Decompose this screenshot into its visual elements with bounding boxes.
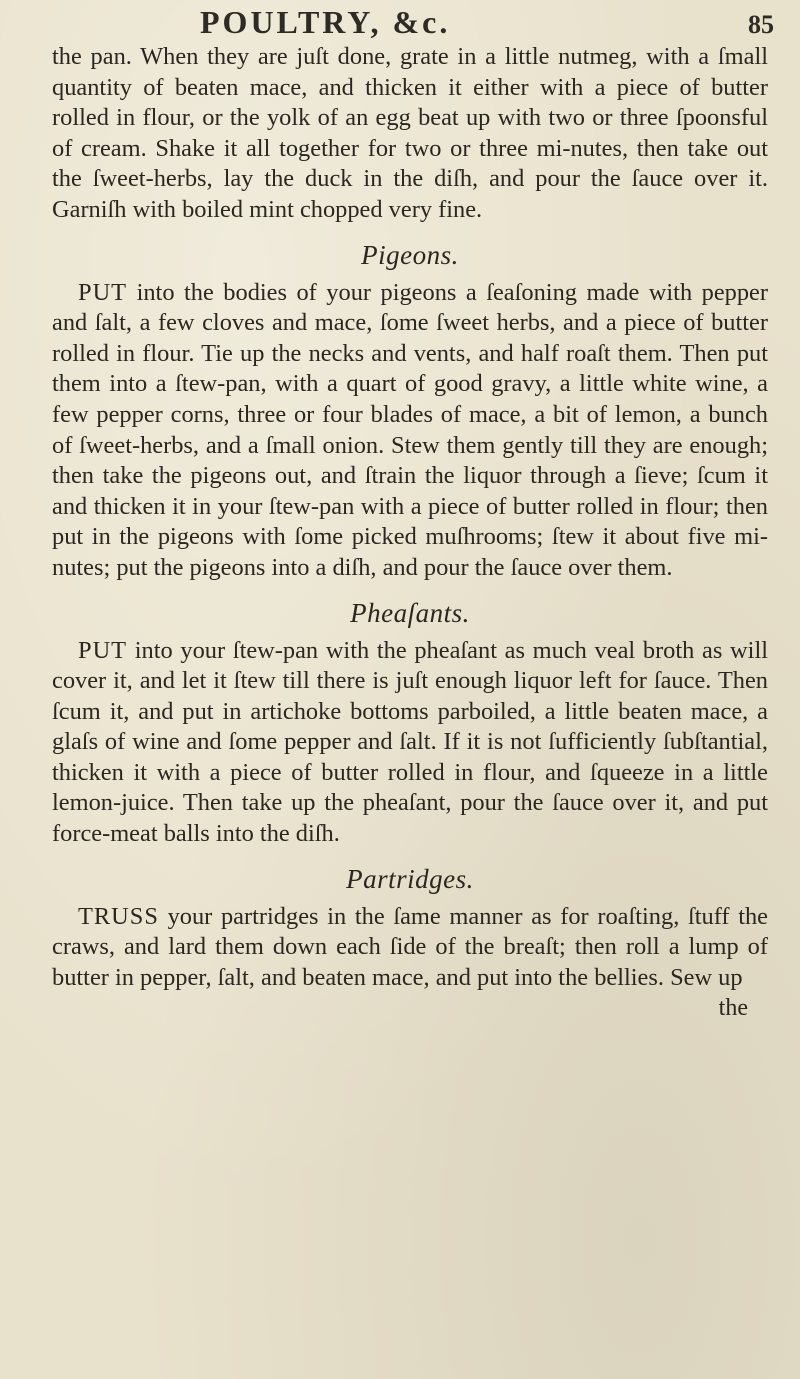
pigeons-heading: Pigeons. xyxy=(361,239,459,270)
pheasants-heading: Pheaſants. xyxy=(350,597,470,628)
partridges-heading: Partridges. xyxy=(346,863,474,894)
duck-recipe-continuation: the pan. When they are juſt done, grate in a little nutmeg, with a ſmall quantity of beaten mace, and thicken it either with a piece of butter rolled in flour, or the yolk of an egg beat up with two or three ſpoonsful of cream. Shake it all together for two or three mi-nutes, then take out the ſweet-herbs, lay the duck in the diſh, and pour the ſauce over it. Garniſh with boiled mint chopped very fine. xyxy=(52,43,768,223)
pigeons-recipe-text: into the bodies of your pigeons a ſeaſoning made with pepper and ſalt, a few cloves and mace, ſome ſweet herbs, and a piece of butter rolled in flour. Tie up the necks and vents, and half roaſt them. Then put them into a ſtew-pan, with a quart of good gravy, a little white wine, a few pepper corns, three or four blades of mace, a bit of lemon, a bunch of ſweet-herbs, and a ſmall onion. Stew them gently till they are enough; then take the pigeons out, and ſtrain the liquor through a ſieve; ſcum it and thicken it in your ſtew-pan with a piece of butter rolled in flour; then put in the pigeons with ſome picked muſhrooms; ſtew it about five mi-nutes; put the pigeons into a diſh, and pour the ſauce over them. xyxy=(52,278,768,581)
pigeons-opening-word: PUT xyxy=(78,278,128,306)
pigeons-recipe xyxy=(52,278,768,584)
pheasants-recipe-text: into your ſtew-pan with the pheaſant as much veal broth as will cover it, and let it ſtew till there is juſt enough liquor left for ſauce. Then ſcum it, and put in artichoke bottoms parboiled, a little beaten mace, a glaſs of wine and ſome pepper and ſalt. If it is not ſufficiently ſubſtantial, thicken it with a piece of butter rolled in flour, and ſqueeze in a little lemon-juice. Then take up the pheaſant, pour the ſauce over it, and put force-meat balls into the diſh. xyxy=(52,636,768,848)
partridges-opening-word: TRUSS xyxy=(78,902,159,930)
pheasants-recipe xyxy=(52,636,768,850)
partridges-recipe xyxy=(52,902,768,994)
catchword: the xyxy=(718,995,748,1022)
page-body xyxy=(52,42,768,1024)
pheasants-opening-word: PUT xyxy=(78,636,128,664)
running-title: POULTRY, &c. xyxy=(200,4,451,40)
partridges-recipe-text: your partridges in the ſame manner as for roaſting, ſtuff the craws, and lard them down each ſide of the breaſt; then roll a lump of butter in pepper, ſalt, and beaten mace, and put into the bellies. Sew up xyxy=(52,902,768,991)
page-number: 85 xyxy=(748,10,774,39)
